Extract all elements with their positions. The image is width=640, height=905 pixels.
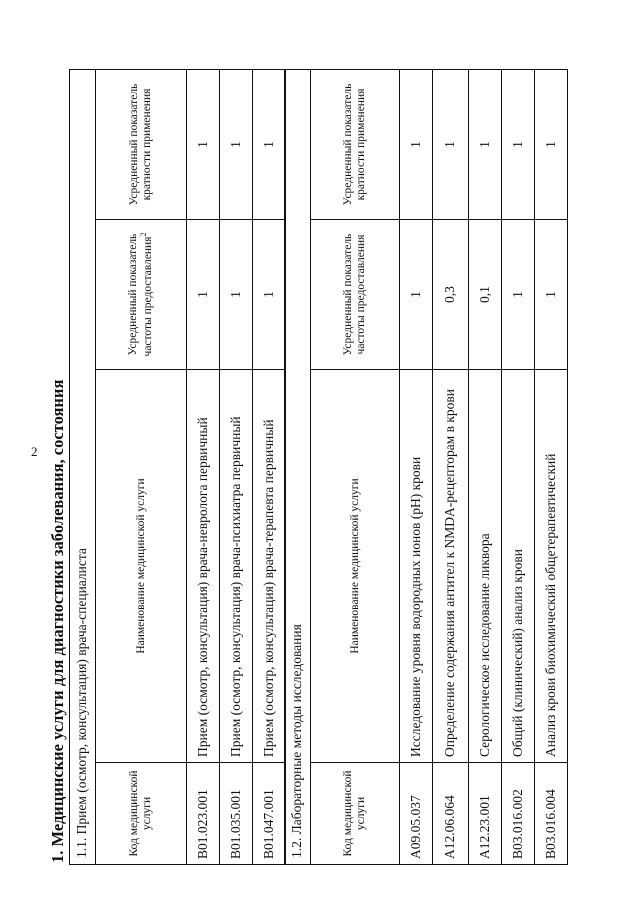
cell-code: B01.047.001: [253, 763, 286, 865]
cell-code: B01.023.001: [187, 763, 220, 865]
cell-name: Прием (осмотр, консультация) врача-невролога первичный: [187, 370, 220, 763]
table-caption: 1.1. Прием (осмотр, консультация) врача-специалиста: [70, 70, 96, 865]
header-name: Наименование медицинской услуги: [311, 370, 400, 763]
cell-frequency: 0,3: [433, 220, 469, 370]
cell-frequency: 1: [502, 220, 535, 370]
table-row: [253, 70, 286, 865]
table-consultations: [69, 69, 286, 865]
cell-code: B03.016.002: [502, 763, 535, 865]
header-frequency: [96, 220, 187, 370]
table-row: [433, 69, 469, 864]
cell-name: Прием (осмотр, консультация) врача-терапевта первичный: [253, 370, 286, 763]
cell-name: Определение содержания антител к NMDA-рецепторам в крови: [433, 370, 469, 763]
header-frequency: Усредненный показатель частоты предоставления: [311, 220, 400, 370]
table-row: [400, 69, 433, 864]
cell-code: A12.06.064: [433, 763, 469, 865]
cell-frequency: 1: [220, 220, 253, 370]
page-number: 2: [31, 444, 38, 459]
cell-multiplicity: 1: [253, 70, 286, 220]
cell-name: Серологическое исследование ликвора: [469, 370, 502, 763]
cell-frequency: 1: [253, 220, 286, 370]
cell-frequency: 1: [400, 220, 433, 370]
cell-name: Анализ крови биохимический общетерапевтический: [535, 370, 568, 763]
table-row: [187, 70, 220, 865]
header-name: Наименование медицинской услуги: [96, 370, 187, 763]
cell-code: B01.035.001: [220, 763, 253, 865]
header-multiplicity: Усредненный показатель кратности применения: [96, 70, 187, 220]
rotated-page-content: [48, 65, 598, 865]
cell-multiplicity: 1: [433, 69, 469, 219]
table-row: [469, 69, 502, 864]
header-frequency-text: Усредненный показатель частоты предоставления: [127, 233, 154, 357]
section-heading: 1. Медицинские услуги для диагностики заболевания, состояния: [48, 379, 67, 863]
table-caption: 1.2. Лабораторные методы исследования: [285, 69, 311, 864]
header-multiplicity: Усредненный показатель кратности применения: [311, 69, 400, 219]
cell-multiplicity: 1: [220, 70, 253, 220]
cell-frequency: 1: [187, 220, 220, 370]
cell-multiplicity: 1: [502, 69, 535, 219]
cell-multiplicity: 1: [535, 69, 568, 219]
header-code: Код медицинской услуги: [311, 763, 400, 865]
footnote-marker: 2: [139, 232, 149, 237]
cell-multiplicity: 1: [187, 70, 220, 220]
cell-code: B03.016.004: [535, 763, 568, 865]
cell-name: Общий (клинический) анализ крови: [502, 370, 535, 763]
cell-frequency: 0,1: [469, 220, 502, 370]
table-row: [220, 70, 253, 865]
cell-code: A12.23.001: [469, 763, 502, 865]
header-code: Код медицинской услуги: [96, 763, 187, 865]
cell-name: Прием (осмотр, консультация) врача-психиатра первичный: [220, 370, 253, 763]
cell-multiplicity: 1: [469, 69, 502, 219]
cell-name: Исследование уровня водородных ионов (pH) крови: [400, 370, 433, 763]
table-row: [535, 69, 568, 864]
cell-frequency: 1: [535, 220, 568, 370]
cell-code: A09.05.037: [400, 763, 433, 865]
cell-multiplicity: 1: [400, 69, 433, 219]
table-row: [502, 69, 535, 864]
table-laboratory: [284, 69, 568, 865]
